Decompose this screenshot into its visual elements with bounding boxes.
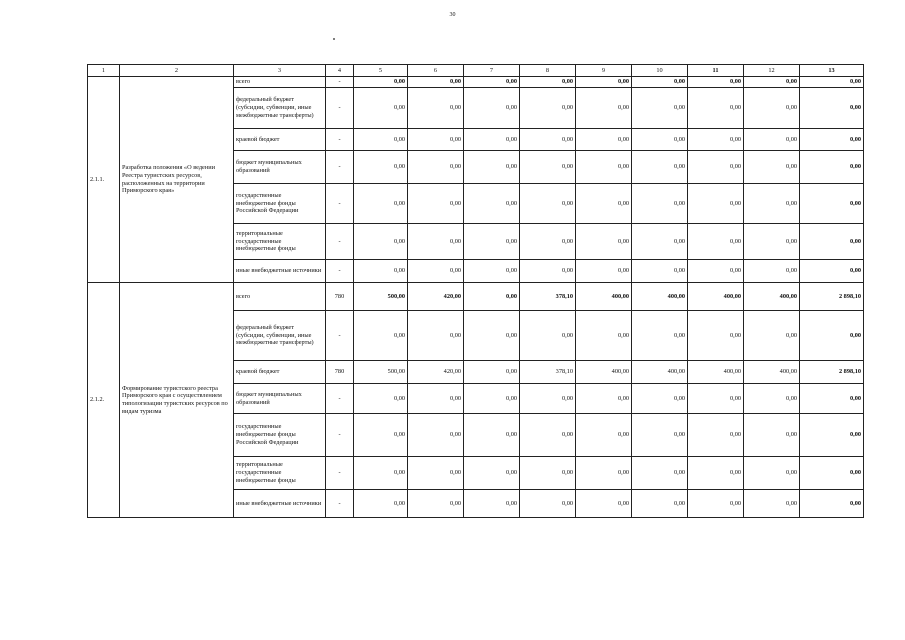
value-cell: 0,00 (354, 311, 408, 361)
scan-dot (333, 38, 335, 40)
value-cell: 0,00 (520, 151, 576, 184)
total-cell: 0,00 (800, 311, 864, 361)
unit-code: - (326, 414, 354, 457)
value-cell: 0,00 (408, 129, 464, 151)
value-cell: 400,00 (688, 361, 744, 384)
unit-code: - (326, 260, 354, 283)
column-header: 4 (326, 65, 354, 77)
value-cell: 0,00 (464, 311, 520, 361)
value-cell: 0,00 (576, 311, 632, 361)
unit-code: - (326, 224, 354, 260)
value-cell: 0,00 (744, 311, 800, 361)
unit-code: 780 (326, 361, 354, 384)
value-cell: 0,00 (688, 311, 744, 361)
value-cell: 0,00 (464, 88, 520, 129)
value-cell: 0,00 (744, 224, 800, 260)
funding-source: территориальные государственные внебюджетные фонды (234, 457, 326, 490)
value-cell: 0,00 (632, 184, 688, 224)
value-cell: 0,00 (688, 224, 744, 260)
value-cell: 0,00 (464, 77, 520, 88)
item-name: Разработка положения «О ведении Реестра туристских ресурсов, расположенных на территории Приморского края» (120, 77, 234, 283)
value-cell: 420,00 (408, 283, 464, 311)
funding-source: иные внебюджетные источники (234, 490, 326, 518)
value-cell: 0,00 (688, 384, 744, 414)
value-cell: 0,00 (354, 414, 408, 457)
value-cell: 0,00 (632, 129, 688, 151)
value-cell: 0,00 (632, 457, 688, 490)
item-name: Формирование туристского реестра Приморского края с осуществлением типологизации туристских ресурсов по видам туризма (120, 283, 234, 518)
total-cell: 0,00 (800, 224, 864, 260)
value-cell: 0,00 (354, 224, 408, 260)
total-cell: 0,00 (800, 384, 864, 414)
budget-table (87, 64, 864, 518)
value-cell: 0,00 (744, 457, 800, 490)
value-cell: 0,00 (354, 490, 408, 518)
column-header: 8 (520, 65, 576, 77)
value-cell: 0,00 (632, 151, 688, 184)
value-cell: 0,00 (744, 77, 800, 88)
value-cell: 0,00 (520, 129, 576, 151)
value-cell: 0,00 (464, 384, 520, 414)
value-cell: 0,00 (576, 77, 632, 88)
value-cell: 0,00 (354, 77, 408, 88)
funding-source: государственные внебюджетные фонды Российской Федерации (234, 184, 326, 224)
value-cell: 0,00 (632, 224, 688, 260)
funding-source: государственные внебюджетные фонды Российской Федерации (234, 414, 326, 457)
total-cell: 2 898,10 (800, 283, 864, 311)
value-cell: 0,00 (576, 88, 632, 129)
unit-code: - (326, 490, 354, 518)
value-cell: 0,00 (632, 384, 688, 414)
value-cell: 0,00 (688, 260, 744, 283)
value-cell: 0,00 (464, 457, 520, 490)
funding-source: бюджет муниципальных образований (234, 384, 326, 414)
value-cell: 0,00 (354, 184, 408, 224)
value-cell: 0,00 (408, 414, 464, 457)
value-cell: 0,00 (464, 414, 520, 457)
value-cell: 0,00 (520, 260, 576, 283)
value-cell: 0,00 (408, 490, 464, 518)
value-cell: 0,00 (744, 151, 800, 184)
value-cell: 0,00 (520, 457, 576, 490)
value-cell: 0,00 (632, 490, 688, 518)
funding-source: федеральный бюджет (субсидии, субвенции, иные межбюджетные трансферты) (234, 88, 326, 129)
value-cell: 0,00 (576, 384, 632, 414)
value-cell: 0,00 (408, 260, 464, 283)
value-cell: 0,00 (354, 129, 408, 151)
value-cell: 0,00 (576, 260, 632, 283)
value-cell: 0,00 (688, 129, 744, 151)
total-cell: 0,00 (800, 77, 864, 88)
value-cell: 0,00 (632, 88, 688, 129)
value-cell: 0,00 (576, 490, 632, 518)
value-cell: 420,00 (408, 361, 464, 384)
value-cell: 0,00 (576, 414, 632, 457)
funding-source: бюджет муниципальных образований (234, 151, 326, 184)
value-cell: 0,00 (576, 224, 632, 260)
table-row (88, 283, 864, 311)
value-cell: 378,10 (520, 361, 576, 384)
value-cell: 0,00 (744, 88, 800, 129)
value-cell: 0,00 (408, 384, 464, 414)
column-header: 1 (88, 65, 120, 77)
funding-source: территориальные государственные внебюджетные фонды (234, 224, 326, 260)
value-cell: 400,00 (576, 283, 632, 311)
value-cell: 0,00 (354, 260, 408, 283)
total-cell: 0,00 (800, 184, 864, 224)
value-cell: 0,00 (576, 457, 632, 490)
item-code: 2.1.1. (88, 77, 120, 283)
value-cell: 0,00 (744, 260, 800, 283)
value-cell: 0,00 (576, 129, 632, 151)
value-cell: 378,10 (520, 283, 576, 311)
total-cell: 0,00 (800, 151, 864, 184)
value-cell: 400,00 (688, 283, 744, 311)
value-cell: 0,00 (520, 88, 576, 129)
value-cell: 0,00 (464, 224, 520, 260)
value-cell: 0,00 (688, 490, 744, 518)
value-cell: 0,00 (520, 490, 576, 518)
value-cell: 0,00 (408, 457, 464, 490)
column-header: 5 (354, 65, 408, 77)
unit-code: 780 (326, 283, 354, 311)
funding-source: федеральный бюджет (субсидии, субвенции, иные межбюджетные трансферты) (234, 311, 326, 361)
value-cell: 0,00 (464, 260, 520, 283)
value-cell: 0,00 (744, 184, 800, 224)
value-cell: 0,00 (576, 151, 632, 184)
total-cell: 0,00 (800, 414, 864, 457)
table-body (88, 77, 864, 518)
unit-code: - (326, 384, 354, 414)
value-cell: 0,00 (354, 457, 408, 490)
value-cell: 400,00 (744, 361, 800, 384)
unit-code: - (326, 184, 354, 224)
value-cell: 0,00 (354, 151, 408, 184)
value-cell: 0,00 (520, 184, 576, 224)
value-cell: 0,00 (408, 311, 464, 361)
column-header: 3 (234, 65, 326, 77)
funding-source: всего (234, 283, 326, 311)
funding-source: иные внебюджетные источники (234, 260, 326, 283)
value-cell: 0,00 (520, 414, 576, 457)
column-header: 11 (688, 65, 744, 77)
value-cell: 0,00 (632, 311, 688, 361)
column-header: 6 (408, 65, 464, 77)
value-cell: 500,00 (354, 361, 408, 384)
column-header: 12 (744, 65, 800, 77)
unit-code: - (326, 151, 354, 184)
value-cell: 0,00 (688, 457, 744, 490)
funding-source: краевой бюджет (234, 361, 326, 384)
total-cell: 0,00 (800, 490, 864, 518)
value-cell: 0,00 (576, 184, 632, 224)
value-cell: 0,00 (520, 311, 576, 361)
column-header: 9 (576, 65, 632, 77)
unit-code: - (326, 77, 354, 88)
total-cell: 0,00 (800, 260, 864, 283)
value-cell: 0,00 (632, 77, 688, 88)
column-header: 10 (632, 65, 688, 77)
value-cell: 400,00 (632, 361, 688, 384)
funding-source: всего (234, 77, 326, 88)
value-cell: 0,00 (520, 224, 576, 260)
value-cell: 0,00 (632, 260, 688, 283)
unit-code: - (326, 88, 354, 129)
value-cell: 0,00 (744, 490, 800, 518)
total-cell: 2 898,10 (800, 361, 864, 384)
item-code: 2.1.2. (88, 283, 120, 518)
value-cell: 0,00 (464, 184, 520, 224)
value-cell: 0,00 (744, 414, 800, 457)
unit-code: - (326, 129, 354, 151)
page-number: 30 (449, 12, 456, 18)
total-cell: 0,00 (800, 457, 864, 490)
value-cell: 0,00 (520, 77, 576, 88)
value-cell: 0,00 (744, 129, 800, 151)
value-cell: 0,00 (520, 384, 576, 414)
value-cell: 0,00 (632, 414, 688, 457)
value-cell: 0,00 (408, 224, 464, 260)
value-cell: 400,00 (632, 283, 688, 311)
table-row (88, 77, 864, 88)
value-cell: 400,00 (744, 283, 800, 311)
value-cell: 0,00 (464, 490, 520, 518)
value-cell: 0,00 (464, 361, 520, 384)
header-row (88, 65, 864, 77)
value-cell: 400,00 (576, 361, 632, 384)
value-cell: 0,00 (464, 283, 520, 311)
funding-source: краевой бюджет (234, 129, 326, 151)
value-cell: 0,00 (688, 414, 744, 457)
value-cell: 0,00 (688, 77, 744, 88)
column-header: 13 (800, 65, 864, 77)
value-cell: 0,00 (354, 384, 408, 414)
value-cell: 0,00 (408, 184, 464, 224)
value-cell: 0,00 (688, 151, 744, 184)
value-cell: 0,00 (464, 129, 520, 151)
column-header: 2 (120, 65, 234, 77)
value-cell: 500,00 (354, 283, 408, 311)
value-cell: 0,00 (688, 88, 744, 129)
value-cell: 0,00 (408, 77, 464, 88)
value-cell: 0,00 (408, 151, 464, 184)
unit-code: - (326, 311, 354, 361)
value-cell: 0,00 (408, 88, 464, 129)
value-cell: 0,00 (744, 384, 800, 414)
value-cell: 0,00 (464, 151, 520, 184)
total-cell: 0,00 (800, 88, 864, 129)
column-header: 7 (464, 65, 520, 77)
total-cell: 0,00 (800, 129, 864, 151)
value-cell: 0,00 (354, 88, 408, 129)
value-cell: 0,00 (688, 184, 744, 224)
unit-code: - (326, 457, 354, 490)
